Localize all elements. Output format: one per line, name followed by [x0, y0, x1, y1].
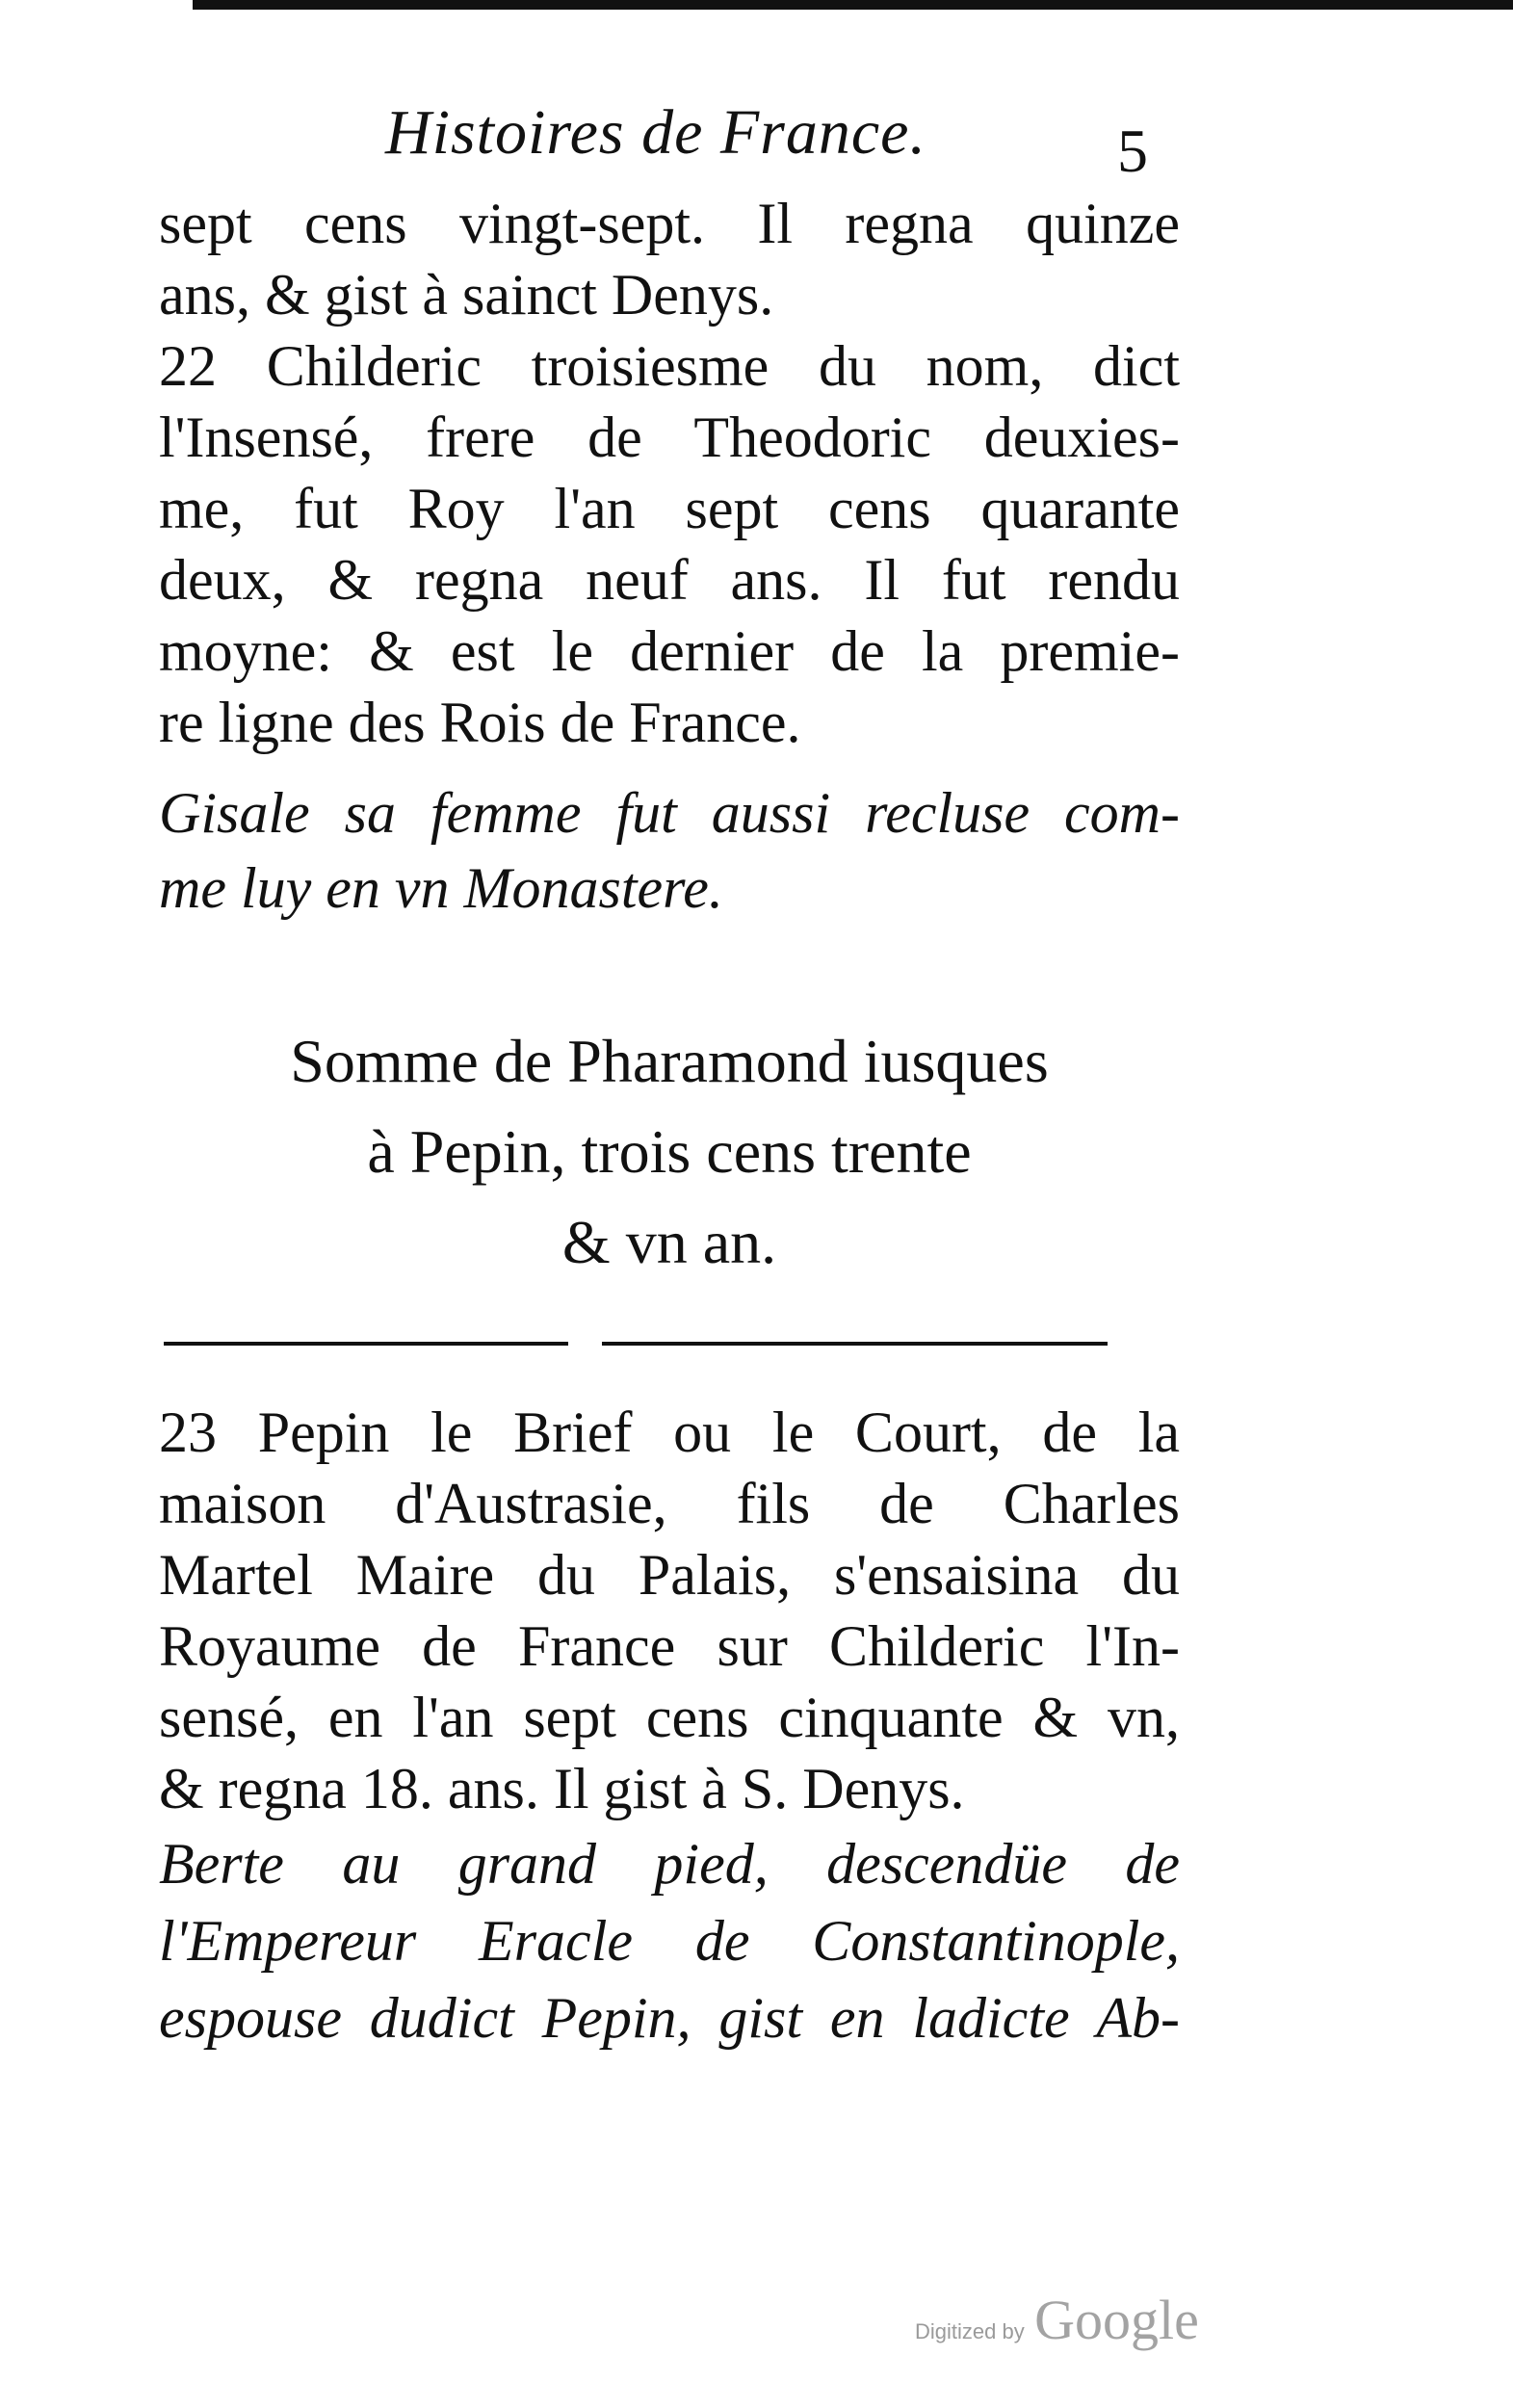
text-line: me luy en vn Monastere.: [159, 856, 723, 920]
summary-line: à Pepin, trois cens trente: [367, 1117, 972, 1186]
divider-rule: [602, 1342, 1108, 1346]
text-line: 22 Childeric troisiesme du nom, dict: [159, 334, 1180, 398]
text-line: re ligne des Rois de France.: [159, 691, 801, 754]
entry-22-block: [159, 188, 1180, 758]
note-berte: [159, 1825, 1180, 2056]
summary-line: Somme de Pharamond iusques: [290, 1027, 1049, 1095]
divider-rule: [164, 1342, 568, 1346]
text-line: Royaume de France sur Childeric l'In-: [159, 1614, 1180, 1678]
text-line: maison d'Austrasie, fils de Charles: [159, 1472, 1180, 1535]
text-line: l'Empereur Eracle de Constantinople,: [159, 1909, 1180, 1973]
google-logo: Google: [1034, 2289, 1199, 2351]
summary-line: & vn an.: [561, 1208, 777, 1276]
note-gisale: [159, 775, 1180, 926]
summary-heading: [116, 1016, 1223, 1288]
text-line: l'Insensé, frere de Theodoric deuxies-: [159, 406, 1180, 469]
text-line: sensé, en l'an sept cens cinquante & vn,: [159, 1686, 1180, 1749]
text-line: & regna 18. ans. Il gist à S. Denys.: [159, 1757, 965, 1820]
text-line: moyne: & est le dernier de la premie-: [159, 619, 1180, 683]
top-border-line: [193, 0, 1513, 10]
entry-23-block: [159, 1397, 1180, 1824]
text-line: sept cens vingt-sept. Il regna quinze: [159, 192, 1180, 255]
text-line: me, fut Roy l'an sept cens quarante: [159, 477, 1180, 540]
digitized-watermark: [915, 2288, 1199, 2352]
running-header: Histoires de France.: [385, 97, 926, 168]
text-line: Berte au grand pied, descendüe de: [159, 1832, 1180, 1896]
watermark-prefix: Digitized by: [915, 2319, 1025, 2343]
text-line: deux, & regna neuf ans. Il fut rendu: [159, 548, 1180, 612]
page-number: 5: [1117, 117, 1148, 185]
text-line: 23 Pepin le Brief ou le Court, de la: [159, 1400, 1180, 1464]
text-line: Martel Maire du Palais, s'ensaisina du: [159, 1543, 1180, 1607]
text-line: ans, & gist à sainct Denys.: [159, 263, 774, 327]
text-line: Gisale sa femme fut aussi recluse com-: [159, 781, 1180, 845]
text-line: espouse dudict Pepin, gist en ladicte Ab-: [159, 1986, 1180, 2050]
